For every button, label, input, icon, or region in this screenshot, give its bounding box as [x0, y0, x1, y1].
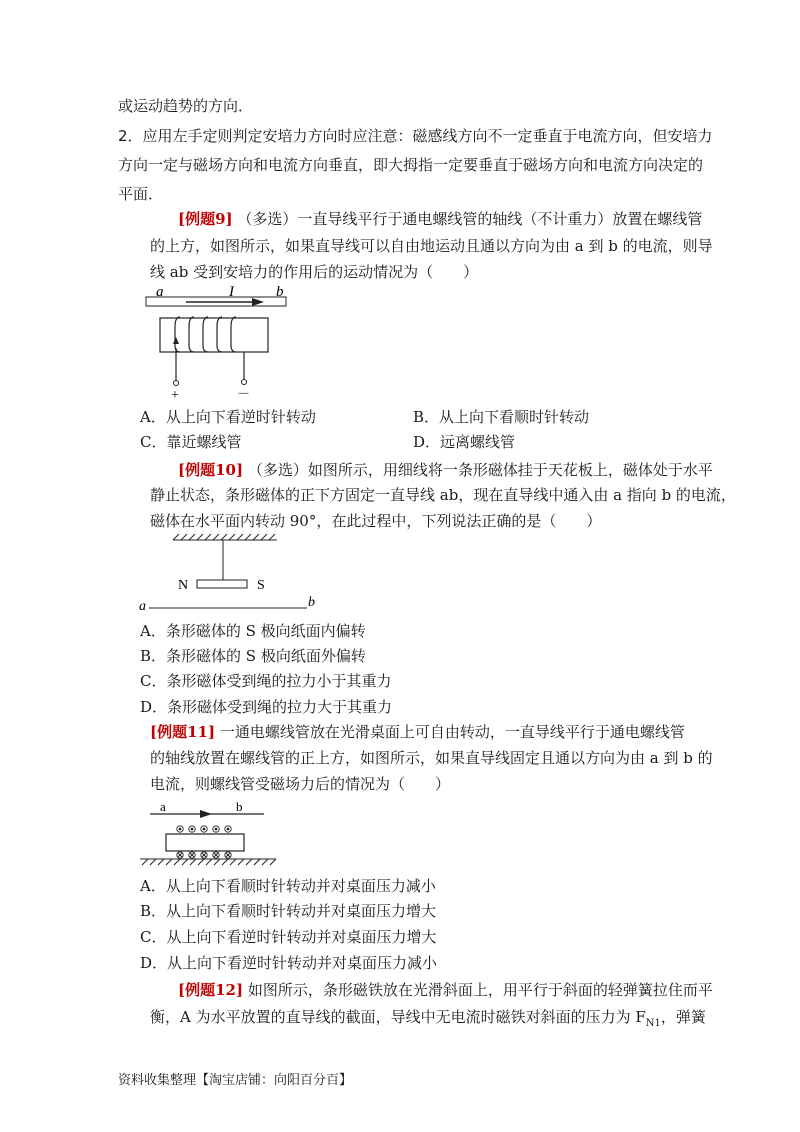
intro-line-1: 或运动趋势的方向．	[118, 97, 254, 115]
example-text: （多选）如图所示，用细线将一条形磁体挂于天花板上，磁体处于水平	[247, 461, 713, 479]
solenoid-on-table-figure	[138, 796, 278, 866]
example-11-line-2: 的轴线放置在螺线管的正上方，如图所示，如果直导线固定且通以方向为由 a 到 b 的	[150, 749, 713, 767]
wire-end-a-label: a	[139, 599, 146, 614]
example-11-line-3: 电流，则螺线管受磁场力后的情况为（ ）	[150, 775, 451, 793]
magnet-n-pole-label: N	[178, 578, 189, 593]
magnet-s-pole-label: S	[257, 578, 265, 593]
positive-terminal-label: +	[171, 388, 179, 402]
example-text: 一通电螺线管放在光滑桌面上可自由转动，一直导线平行于通电螺线管	[219, 723, 685, 741]
page-footer: 资料收集整理【淘宝店铺：向阳百分百】	[118, 1073, 353, 1088]
magnet-figure	[135, 534, 325, 614]
subscript-n1: N1	[645, 1018, 661, 1029]
current-i-label: I	[229, 284, 234, 300]
example-12-line-1	[178, 980, 713, 1000]
wire-end-a-label: a	[160, 799, 166, 814]
wire-end-b-label: b	[308, 595, 315, 610]
example-11-option-c: C．从上向下看逆时针转动并对桌面压力增大	[140, 928, 437, 946]
example-10-line-3: 磁体在水平面内转动 90°，在此过程中，下列说法正确的是（ ）	[150, 512, 602, 530]
example-12-line-2	[150, 1007, 706, 1034]
example-11-line-1	[150, 722, 685, 742]
example-text-tail: ，弹簧	[660, 1008, 706, 1026]
example-10-option-d: D．条形磁体受到绳的拉力大于其重力	[140, 698, 393, 716]
example-10-option-c: C．条形磁体受到绳的拉力小于其重力	[140, 672, 392, 690]
intro-line-3: 方向一定与磁场方向和电流方向垂直，即大拇指一定要垂直于磁场方向和电流方向决定的	[118, 156, 704, 174]
example-11-option-b: B．从上向下看顺时针转动并对桌面压力增大	[140, 902, 437, 920]
example-label: [例题9]	[178, 210, 233, 228]
example-label: [例题12]	[178, 981, 244, 999]
example-10-option-b: B．条形磁体的 S 极向纸面外偏转	[140, 647, 366, 665]
intro-line-2: 2．应用左手定则判定安培力方向时应注意：磁感线方向不一定垂直于电流方向，但安培力	[118, 127, 713, 145]
example-9-option-c: C．靠近螺线管	[140, 433, 242, 451]
example-text: （多选）一直导线平行于通电螺线管的轴线（不计重力）放置在螺线管	[237, 210, 703, 228]
example-9-line-1	[178, 209, 702, 229]
example-label: [例题11]	[150, 723, 216, 741]
wire-end-a-label: a	[156, 284, 164, 300]
intro-line-4: 平面．	[118, 185, 164, 203]
wire-end-b-label: b	[236, 799, 243, 814]
example-11-option-d: D．从上向下看逆时针转动并对桌面压力减小	[140, 954, 438, 972]
solenoid-figure	[140, 282, 300, 402]
example-9-line-3: 线 ab 受到安培力的作用后的运动情况为（ ）	[150, 263, 479, 281]
negative-terminal-label: －	[237, 386, 251, 401]
example-9-line-2: 的上方，如图所示，如果直导线可以自由地运动且通以方向为由 a 到 b 的电流，则导	[150, 237, 713, 255]
example-9-option-a: A．从上向下看逆时针转动	[140, 408, 316, 426]
example-label: [例题10]	[178, 461, 244, 479]
example-text: 如图所示，条形磁铁放在光滑斜面上，用平行于斜面的轻弹簧拉住而平	[247, 981, 713, 999]
example-text: 衡，A 为水平放置的直导线的截面，导线中无电流时磁铁对斜面的压力为 F	[150, 1008, 646, 1026]
example-10-line-1	[178, 460, 713, 480]
example-10-option-a: A．条形磁体的 S 极向纸面内偏转	[140, 622, 366, 640]
example-9-option-b: B．从上向下看顺时针转动	[413, 408, 590, 426]
example-10-line-2: 静止状态，条形磁体的正下方固定一直导线 ab，现在直导线中通入由 a 指向 b 的电流，	[150, 486, 736, 504]
wire-end-b-label: b	[276, 284, 284, 300]
example-9-option-d: D．远离螺线管	[413, 433, 516, 451]
example-11-option-a: A．从上向下看顺时针转动并对桌面压力减小	[140, 877, 436, 895]
